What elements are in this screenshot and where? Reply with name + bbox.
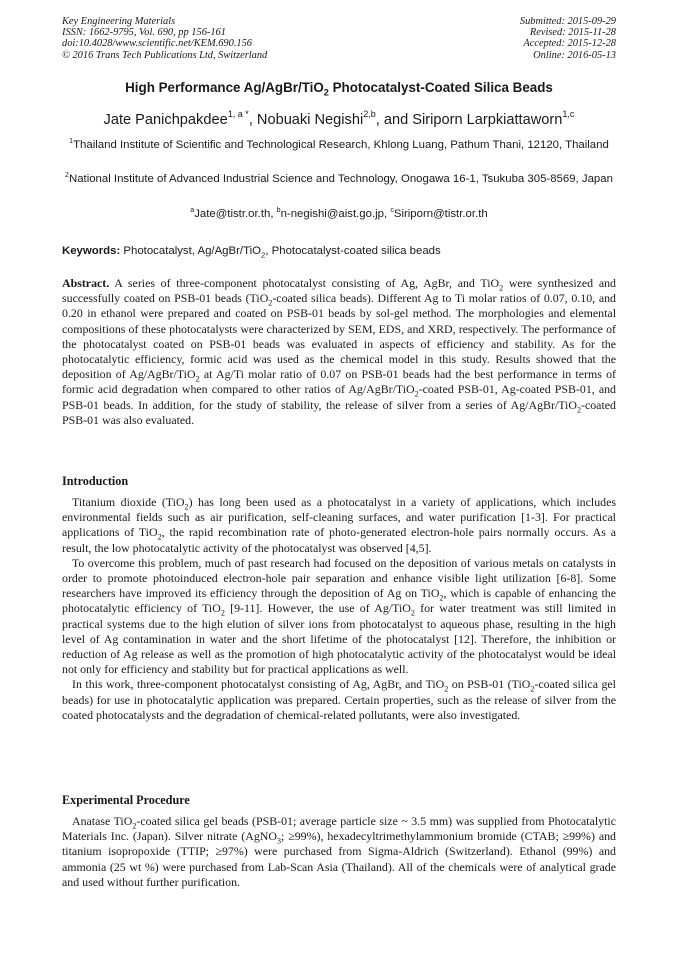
introduction-heading: Introduction xyxy=(62,474,129,488)
intro-p2-part: [9-11]. However, the use of Ag/TiO xyxy=(224,601,411,616)
submitted-date: Submitted: 2015-09-29 xyxy=(519,16,616,27)
abstract-part: -coated silica beads). Different Ag to Ti molar ratios of 0.07, 0.10, and 0.20 in ethanol were prepared and coated on PSB-01 beads by sol-gel method. The morphologies and elemental compositions of these photocatalysts were characterized by SEM, EDS, and XRD, respectively. The performance of the photocatalyst coated on PSB-01 beads was evaluated in aspects of efficiency and stability. As for the photocatalytic efficiency, formic acid was used as the chemical model in this study. Results showed that the deposition of Ag/AgBr/TiO xyxy=(62,291,616,382)
affiliation-1-text: Thailand Institute of Scientific and Technological Research, Khlong Luang, Pathum Thani, 12120, Thailand xyxy=(73,139,609,151)
email-a-mark: a xyxy=(190,206,195,214)
abstract-subscript: 2 xyxy=(499,283,504,293)
intro-p1-part: , the rapid recombination rate of photo-generated electron-hole pairs normally occurs. As a result, the low photocatalytic activity of the photocatalyst was observed [4,5]. xyxy=(62,525,616,555)
intro-subscript: 2 xyxy=(444,684,449,694)
email-2[interactable]: n-negishi@aist.go.jp, xyxy=(280,208,391,220)
abstract-paragraph xyxy=(62,276,616,428)
author-3: , and Siriporn Larpkiattaworn xyxy=(375,112,563,128)
abstract-part: at Ag/Ti molar ratio of 0.07 on PSB-01 beads had the best performance in terms of formic acid degradation when compared to other ratios of Ag/AgBr/TiO xyxy=(62,367,616,397)
abstract-subscript: 2 xyxy=(195,374,200,384)
abstract-label: Abstract. xyxy=(62,276,110,290)
intro-p1-part: Titanium dioxide (TiO xyxy=(72,495,185,509)
title-subscript: 2 xyxy=(323,87,329,98)
experimental-heading: Experimental Procedure xyxy=(62,793,190,807)
author-2-affil: 2,b xyxy=(363,109,376,120)
intro-p3-part: on PSB-01 (TiO xyxy=(448,677,531,692)
abstract-part: A series of three-component photocatalyst consisting of Ag, AgBr, and TiO xyxy=(109,276,500,290)
keywords-text-2: , Photocatalyst-coated silica beads xyxy=(265,245,441,257)
journal-header xyxy=(62,16,616,66)
online-date: Online: 2016-05-13 xyxy=(533,49,616,61)
intro-p3-part: In this work, three-component photocatalyst consisting of Ag, AgBr, and TiO xyxy=(72,677,445,692)
intro-subscript: 2 xyxy=(439,593,444,603)
experimental-paragraph-1 xyxy=(62,814,616,890)
exp-p1-part: ; ≥99%), hexadecyltrimethylammonium bromide (CTAB; ≥99%) and titanium isopropoxide (TTIP; ≥97%) were purchased from Sigma-Aldrich (Switzerland). Ethanol (99%) and ammonia (25 wt %) were purchased from Lab-Scan Asia (Thailand). All of the chemicals were of analytical grade and used without further purification. xyxy=(62,829,616,889)
exp-p1-part: -coated silica gel beads (PSB-01; average particle size ~ 3.5 mm) was supplied from Photocatalytic Materials Inc. (Japan). Silver nitrate (AgNO xyxy=(62,814,616,844)
exp-subscript: 2 xyxy=(132,821,137,831)
exp-p1-part: Anatase TiO xyxy=(72,814,133,828)
email-3[interactable]: Siriporn@tistr.or.th xyxy=(393,208,488,220)
intro-subscript: 2 xyxy=(530,684,535,694)
author-1: Jate Panichpakdee xyxy=(103,112,228,128)
paper-title xyxy=(40,80,638,96)
intro-p3-part: -coated silica gel beads) for use in photocatalytic application was prepared. Certain properties, such as the release of silver from the coated photocatalysts and the degradation of chemical-related pollutants, were also investigated. xyxy=(62,677,616,722)
intro-p2-part: , which is capable of enhancing the photocatalytic efficiency of TiO xyxy=(62,586,616,616)
affiliation-2 xyxy=(62,172,616,187)
header-right xyxy=(520,16,616,61)
intro-paragraph-1 xyxy=(62,495,616,556)
author-3-affil: 1,c xyxy=(562,109,575,120)
journal-name: Key Engineering Materials xyxy=(62,16,176,27)
intro-subscript: 2 xyxy=(220,608,225,618)
abstract-subscript: 2 xyxy=(576,405,581,414)
copyright-line: © 2016 Trans Tech Publications Ltd, Switzerland xyxy=(62,49,268,61)
keywords-subscript: 2 xyxy=(261,250,266,260)
title-main: High Performance Ag/AgBr/TiO xyxy=(125,80,324,95)
accepted-date: Accepted: 2015-12-28 xyxy=(523,38,616,50)
author-2: , Nobuaki Negishi xyxy=(248,112,364,128)
issn-line: ISSN: 1662-9795, Vol. 690, pp 156-161 xyxy=(62,27,226,39)
affiliation-2-text: National Institute of Advanced Industrial Science and Technology, Onogawa 16-1, Tsukuba 305-8569, Japan xyxy=(68,173,613,185)
intro-paragraph-3 xyxy=(62,677,616,723)
intro-p2-part: To overcome this problem, much of past research had focused on the deposition of various metals on catalysts in order to promote photoinduced electron-hole pair separation and enhance visible light utilization [6-8]. Some researchers have improved its efficiency through the deposition of Ag on TiO xyxy=(62,555,616,601)
abstract-subscript: 2 xyxy=(268,298,273,308)
title-tail: Photocatalyst-Coated Silica Beads xyxy=(328,80,553,95)
keywords-line xyxy=(62,244,616,259)
intro-p1-part: ) has long been used as a photocatalyst in a variety of applications, which includes environmental fields such as air purification, self-cleaning surfaces, and water purification [1-3]. For practical applications of TiO xyxy=(62,495,616,540)
affiliation-1 xyxy=(62,138,616,153)
introduction-section xyxy=(62,495,616,723)
keywords-label: Keywords: xyxy=(62,245,121,257)
header-left xyxy=(62,16,267,61)
revised-date: Revised: 2015-11-28 xyxy=(529,27,616,39)
affiliation-2-number: 2 xyxy=(65,171,69,179)
email-c-mark: c xyxy=(390,206,394,214)
doi-line: doi:10.4028/www.scientific.net/KEM.690.156 xyxy=(62,38,252,50)
intro-subscript: 2 xyxy=(410,608,415,618)
author-emails xyxy=(62,207,616,222)
email-1[interactable]: Jate@tistr.or.th, xyxy=(194,208,277,220)
exp-subscript: 3 xyxy=(276,836,281,846)
intro-subscript: 2 xyxy=(184,502,189,512)
intro-paragraph-2 xyxy=(62,556,616,678)
experimental-section xyxy=(62,814,616,890)
abstract-part: -coated PSB-01 was also evaluated. xyxy=(62,397,616,427)
abstract-part: were synthesized and successfully coated on PSB-01 beads (TiO xyxy=(62,276,616,306)
email-b-mark: b xyxy=(276,206,281,214)
author-list xyxy=(30,111,648,129)
intro-p2-part: for water treatment was still limited in practical systems due to the high elution of silver ions from photocatalyst to aqueous phase, resulting in the high level of Ag contamination in water and the short lifetime of the photocatalyst [12]. Therefore, the inhibition or reduction of Ag release as well as the promotion of high photocatalytic activity of the photocatalyst would be ideal not only for efficiency and stability but for practical applications as well. xyxy=(62,601,617,677)
author-1-affil: 1, a * xyxy=(227,109,249,120)
keywords-text-1: Photocatalyst, Ag/AgBr/TiO xyxy=(120,245,261,257)
abstract-subscript: 2 xyxy=(414,389,419,399)
intro-subscript: 2 xyxy=(157,532,162,542)
affiliation-1-number: 1 xyxy=(69,137,74,145)
abstract-part: -coated PSB-01, Ag-coated PSB-01, and PSB-01 beads. In addition, for the study of stability, the release of silver from a series of Ag/AgBr/TiO xyxy=(62,382,616,412)
